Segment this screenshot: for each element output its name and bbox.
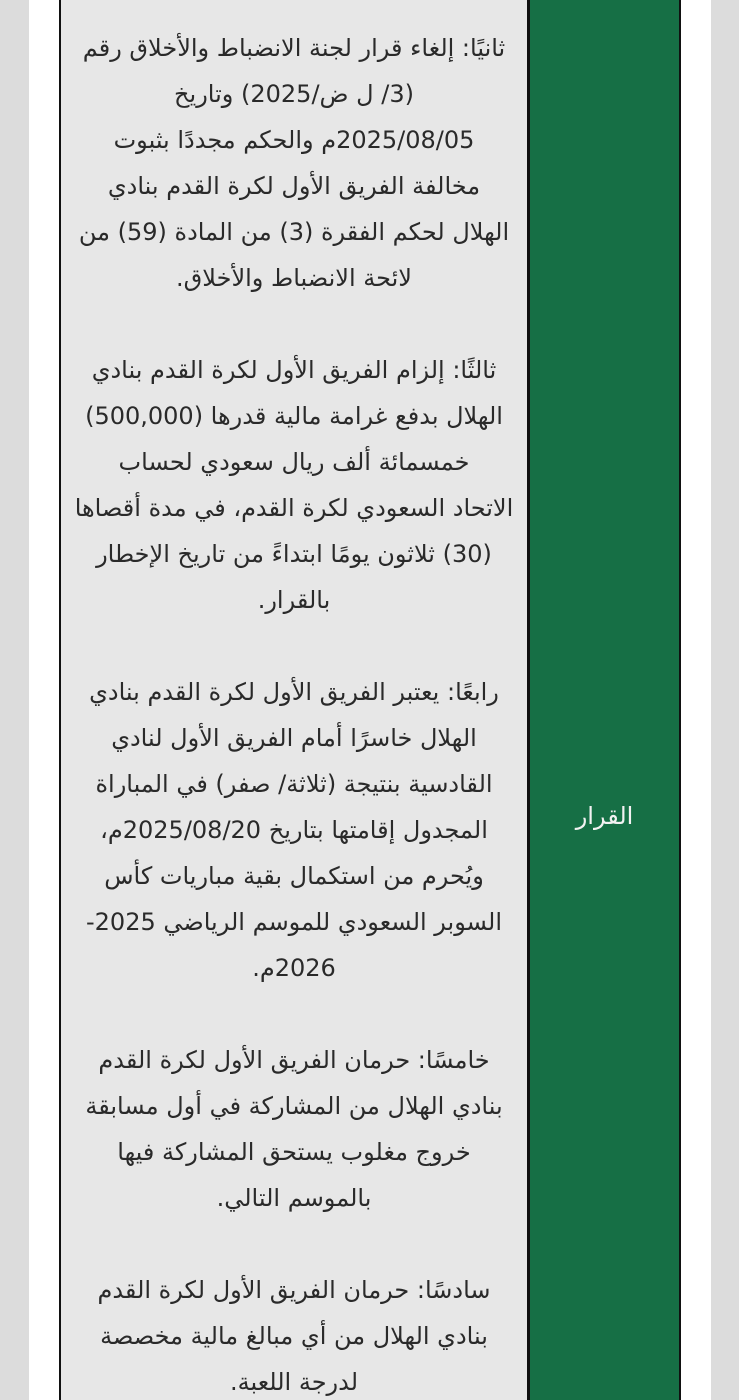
text-line: ويُحرم من استكمال بقية مباريات كأس — [104, 862, 484, 890]
paragraph-fifth-item — [61, 1037, 527, 1221]
text-line: خامسًا: حرمان الفريق الأول لكرة القدم — [98, 1046, 490, 1074]
text-line: خمسمائة ألف ريال سعودي لحساب — [118, 448, 470, 476]
text-line: لدرجة اللعبة. — [229, 1368, 359, 1396]
decision-table — [59, 0, 681, 1400]
text-line: ثالثًا: إلزام الفريق الأول لكرة القدم بنادي — [91, 356, 497, 384]
text-line: سادسًا: حرمان الفريق الأول لكرة القدم — [97, 1276, 491, 1304]
text-line: مخالفة الفريق الأول لكرة القدم بنادي — [107, 172, 481, 200]
decision-content-cell — [61, 0, 527, 1400]
text-line: (30) ثلاثون يومًا ابتداءً من تاريخ الإخطار — [96, 540, 492, 568]
text-line: رابعًا: يعتبر الفريق الأول لكرة القدم بنادي — [89, 678, 499, 706]
text-line: الهلال بدفع غرامة مالية قدرها (500,000) — [85, 402, 503, 430]
text-line: بنادي الهلال من المشاركة في أول مسابقة — [85, 1092, 503, 1120]
text-line: (3/ ل ض/2025) وتاريخ — [174, 80, 414, 108]
text-line: بالقرار. — [257, 586, 331, 614]
text-line: المجدول إقامتها بتاريخ 2025/08/20م، — [100, 816, 488, 844]
paragraph-second-item — [61, 25, 527, 301]
text-line: 2026م. — [252, 954, 336, 982]
decision-label: القرار — [575, 802, 634, 830]
text-line: الاتحاد السعودي لكرة القدم، في مدة أقصاها — [74, 494, 514, 522]
text-line: بنادي الهلال من أي مبالغ مالية مخصصة — [100, 1322, 488, 1350]
text-line: السوبر السعودي للموسم الرياضي 2025- — [85, 908, 503, 936]
text-line: بالموسم التالي. — [216, 1184, 372, 1212]
paragraph-sixth-item — [61, 1267, 527, 1400]
text-line: القادسية بنتيجة (ثلاثة/ صفر) في المباراة — [95, 770, 493, 798]
paragraph-third-item — [61, 347, 527, 623]
text-line: الهلال خاسرًا أمام الفريق الأول لنادي — [111, 724, 477, 752]
text-line: ثانيًا: إلغاء قرار لجنة الانضباط والأخلاق رقم — [82, 34, 506, 62]
text-line: خروج مغلوب يستحق المشاركة فيها — [117, 1138, 471, 1166]
text-line: الهلال لحكم الفقرة (3) من المادة (59) من — [78, 218, 510, 246]
text-line: لائحة الانضباط والأخلاق. — [176, 264, 412, 292]
text-line: 2025/08/05م والحكم مجددًا بثبوت — [113, 126, 475, 154]
paragraph-fourth-item — [61, 669, 527, 991]
decision-label-cell — [530, 0, 679, 1400]
